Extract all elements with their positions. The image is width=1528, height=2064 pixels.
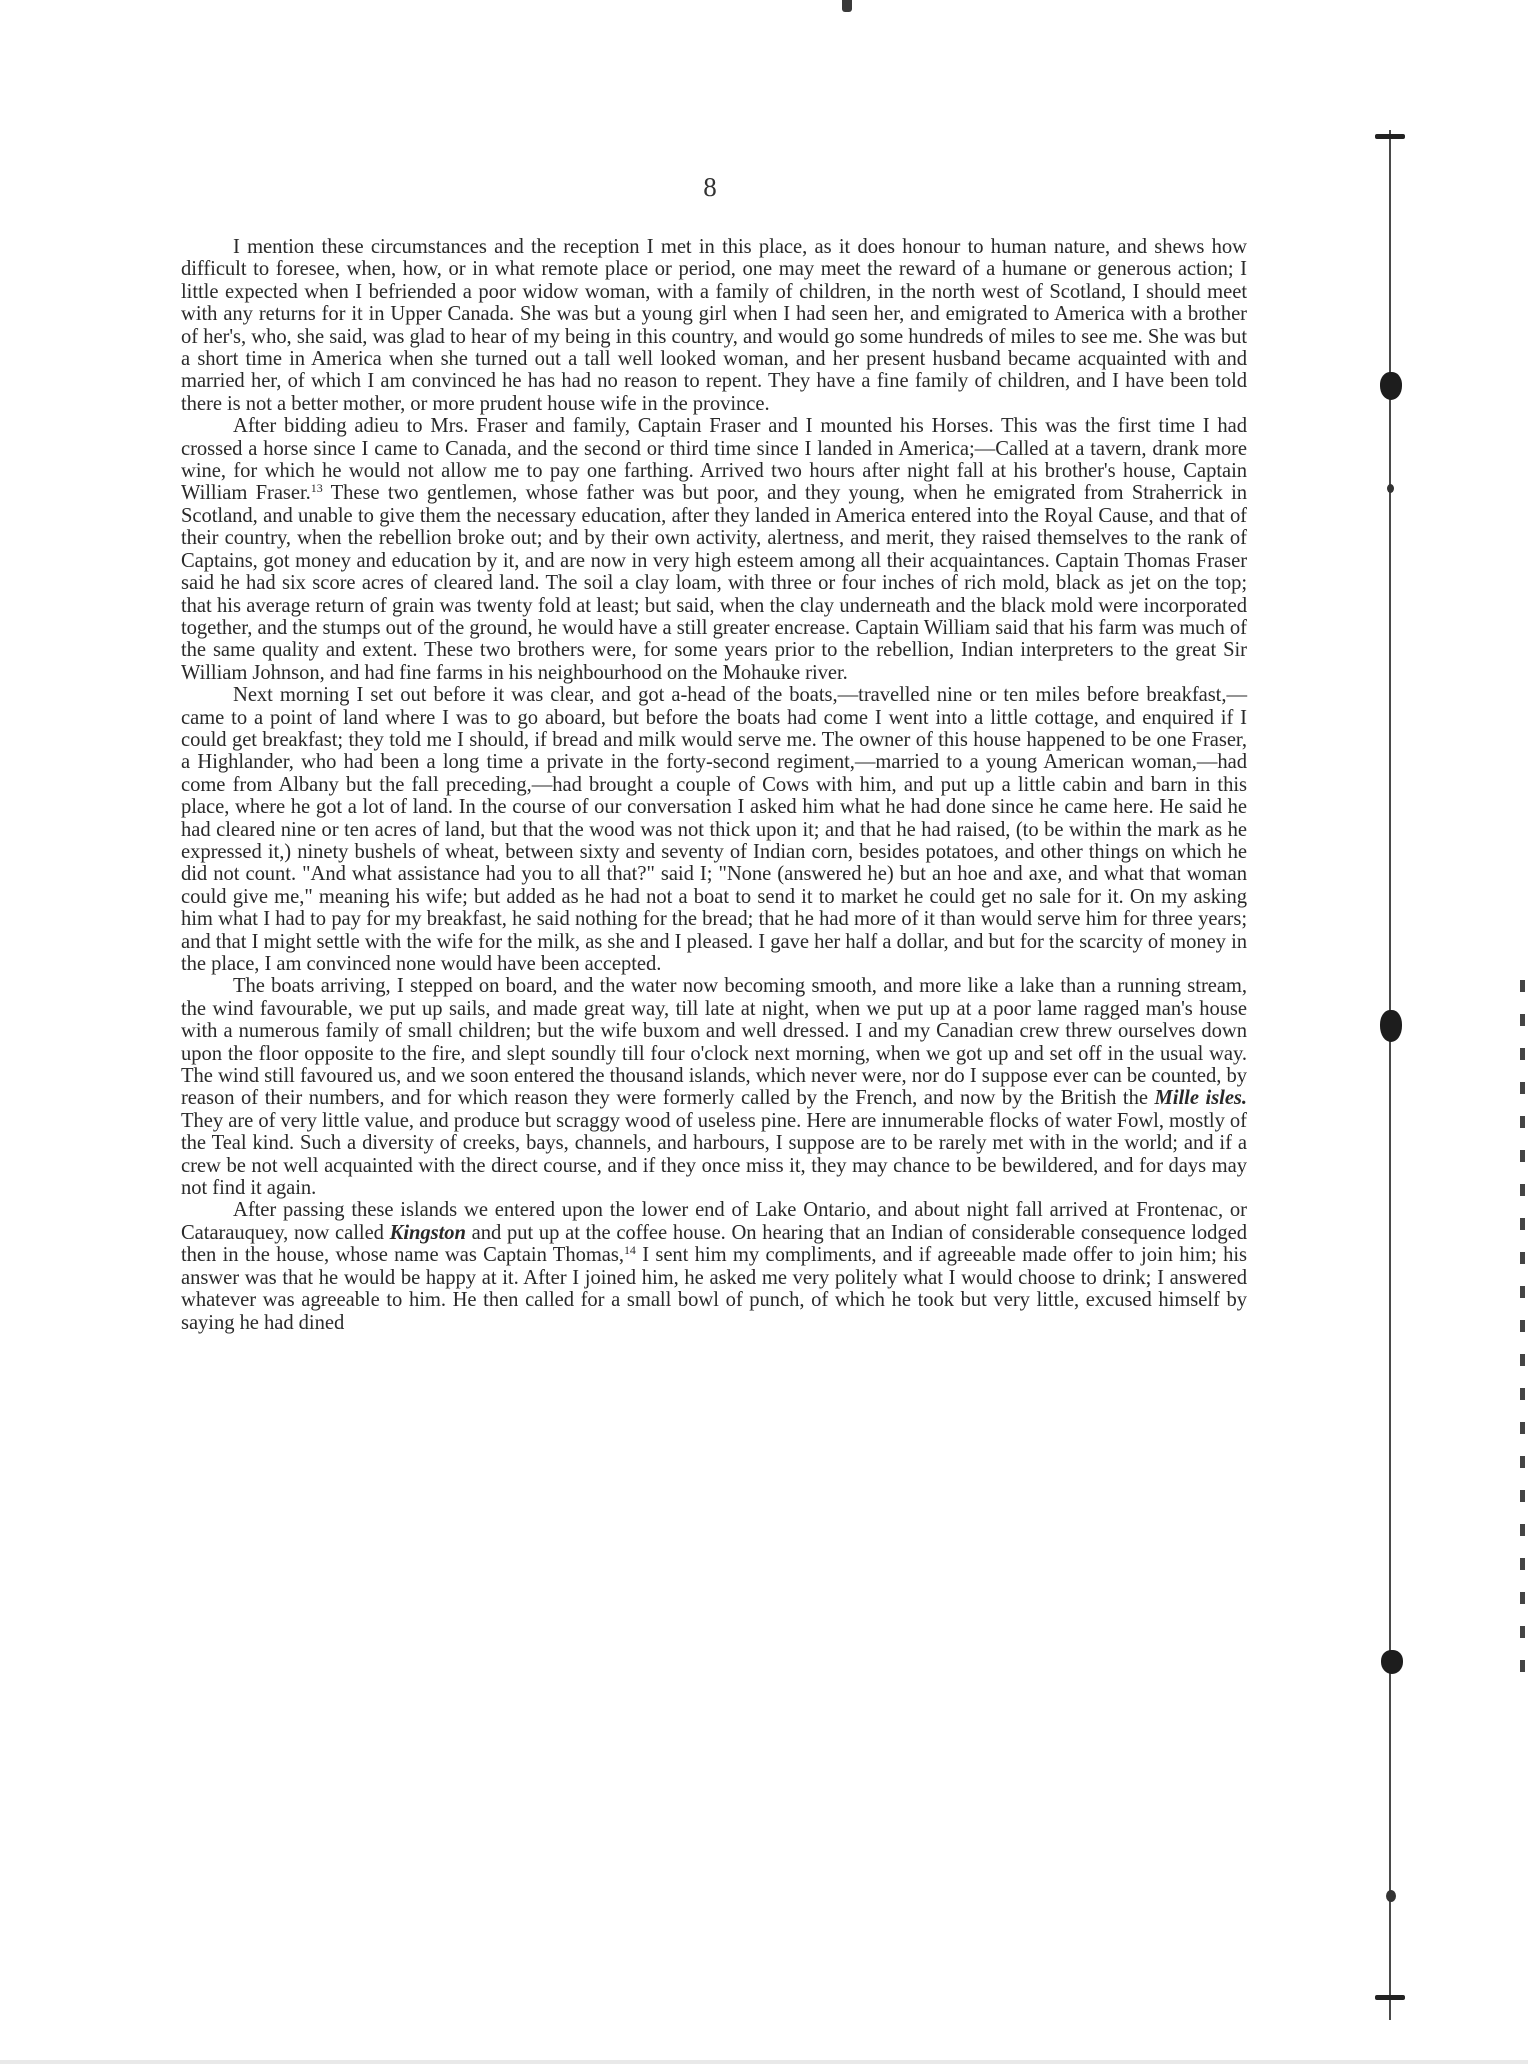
footnote-marker: 14 <box>623 1243 636 1258</box>
text-run: They are of very little value, and produce but scraggy wood of useless pine. Here are innumerable flocks of water Fowl, mostly of the Teal kind. Such a diversity of creeks, bays, channels, and harbours, I suppose are to be rarely met with in the world; and if a crew be not well acquainted with the direct course, and if they once miss it, they may chance to be bewildered, and for days may not find it again. <box>181 1109 1247 1200</box>
scan-speck <box>842 0 852 12</box>
body-text <box>181 236 1247 1334</box>
binding-stitch <box>1380 1010 1402 1042</box>
text-run: After bidding adieu to Mrs. Fraser and family, Captain Fraser and I mounted his Horses. This was the first time I had crossed a horse since I came to Canada, and the second or third time since I landed in America;—Called at a tavern, drank more wine, for which he would not allow me to pay one farthing. Arrived two hours after night fall at his brother's house, Captain William Fraser. <box>181 415 1247 505</box>
binding-stitch <box>1380 372 1402 400</box>
binding-dot <box>1387 484 1394 493</box>
adjacent-page-edge <box>1520 980 1528 1740</box>
italic-term: Mille isles. <box>1154 1087 1247 1110</box>
footnote-marker: 13 <box>310 481 323 496</box>
paragraph <box>181 975 1247 1199</box>
binding-dot <box>1386 1890 1396 1902</box>
text-run: I sent him my compliments, and if agreeable made offer to join him; his answer was that he would be happy at it. After I joined him, he asked me very politely what I would choose to drink; I answered whatever was agreeable to him. He then called for a small bowl of punch, of which he took but very little, excused himself by saying he had dined <box>181 1244 1247 1334</box>
paragraph <box>181 236 1247 415</box>
text-run: After passing these islands we entered upon the lower end of Lake Ontario, and about night fall arrived at Frontenac, or Catarauquey, now called <box>181 1199 1247 1244</box>
text-run: I mention these circumstances and the reception I met in this place, as it does honour to human nature, and shews how difficult to foresee, when, how, or in what remote place or period, one may meet the reward of a humane or generous action; I little expected when I befriended a poor widow woman, with a family of children, in the north west of Scotland, I should meet with any returns for it in Upper Canada. She was but a young girl when I had seen her, and emigrated to America with a brother of her's, who, she said, was glad to hear of my being in this country, and would go some hundreds of miles to see me. She was but a short time in America when she turned out a tall well looked woman, and her present husband became acquainted with and married her, of which I am convinced he has had no reason to repent. They have a fine family of children, and I have been told there is not a better mother, or more prudent house wife in the province. <box>181 236 1247 415</box>
paragraph <box>181 684 1247 975</box>
italic-term: Kingston <box>389 1221 466 1244</box>
page-binding-edge <box>1389 130 1391 2020</box>
text-run: and put up at the coffee house. On hearing that an Indian of considerable consequence lodged then in the house, whose name was Captain Thomas, <box>181 1221 1248 1267</box>
text-run: These two gentlemen, whose father was but poor, and they young, when he emigrated from Straherrick in Scotland, and unable to give them the necessary education, after they landed in America entered into the Royal Cause, and that of their country, when the rebellion broke out; and by their own activity, alertness, and merit, they raised themselves to the rank of Captains, got money and education by it, and are now in very high esteem among all their acquaintances. Captain Thomas Fraser said he had six score acres of cleared land. The soil a clay loam, with three or four inches of rich mold, black as jet on the top; that his average return of grain was twenty fold at least; but said, when the clay underneath and the black mold were incorporated together, and the stumps out of the ground, he would have a still greater encrease. Captain William said that his farm was much of the same quality and extent. These two brothers were, for some years prior to the rebellion, Indian interpreters to the great Sir William Johnson, and had fine farms in his neighbourhood on the Mohauke river. <box>181 482 1247 684</box>
page-number: 8 <box>703 172 717 202</box>
binding-tick-mark <box>1375 134 1405 139</box>
binding-tick-mark <box>1375 1995 1405 2000</box>
text-run: The boats arriving, I stepped on board, and the water now becoming smooth, and more like a lake than a running stream, the wind favourable, we put up sails, and made great way, till late at night, when we put up at a poor lame ragged man's house with a numerous family of small children; but the wife buxom and well dressed. I and my Canadian crew threw ourselves down upon the floor opposite to the fire, and slept soundly till four o'clock next morning, when we got up and set off in the usual way. The wind still favoured us, and we soon entered the thousand islands, which never were, nor do I suppose ever can be counted, by reason of their numbers, and for which reason they were formerly called by the French, and now by the British the <box>181 975 1247 1110</box>
paragraph <box>181 415 1247 684</box>
text-run: Next morning I set out before it was clear, and got a-head of the boats,—travelled nine or ten miles before breakfast,—came to a point of land where I was to go aboard, but before the boats had come I went into a little cottage, and enquired if I could get breakfast; they told me I should, if bread and milk would serve me. The owner of this house happened to be one Fraser, a Highlander, who had been a long time a private in the forty-second regiment,—married to a young American woman,—had come from Albany but the fall preceding,—had brought a couple of Cows with him, and put up a little cabin and barn in this place, where he got a lot of land. In the course of our conversation I asked him what he had done since he came here. He said he had cleared nine or ten acres of land, but that the wood was not thick upon it; and that he had raised, (to be within the mark as he expressed it,) ninety bushels of wheat, between sixty and seventy of Indian corn, besides potatoes, and other things on which he did not count. "And what assistance had you to all that?" said I; "None (answered he) but an hoe and axe, and what that woman could give me," meaning his wife; but added as he had not a boat to send it to market he could get no sale for it. On my asking him what I had to pay for my breakfast, he said nothing for the bread; that he had more of it than would serve him for three years; and that I might settle with the wife for the milk, as she and I pleased. I gave her half a dollar, and but for the scarcity of money in the place, I am convinced none would have been accepted. <box>181 684 1247 975</box>
page-bottom-edge <box>0 2060 1528 2064</box>
paragraph <box>181 1199 1247 1333</box>
binding-stitch <box>1381 1650 1403 1674</box>
